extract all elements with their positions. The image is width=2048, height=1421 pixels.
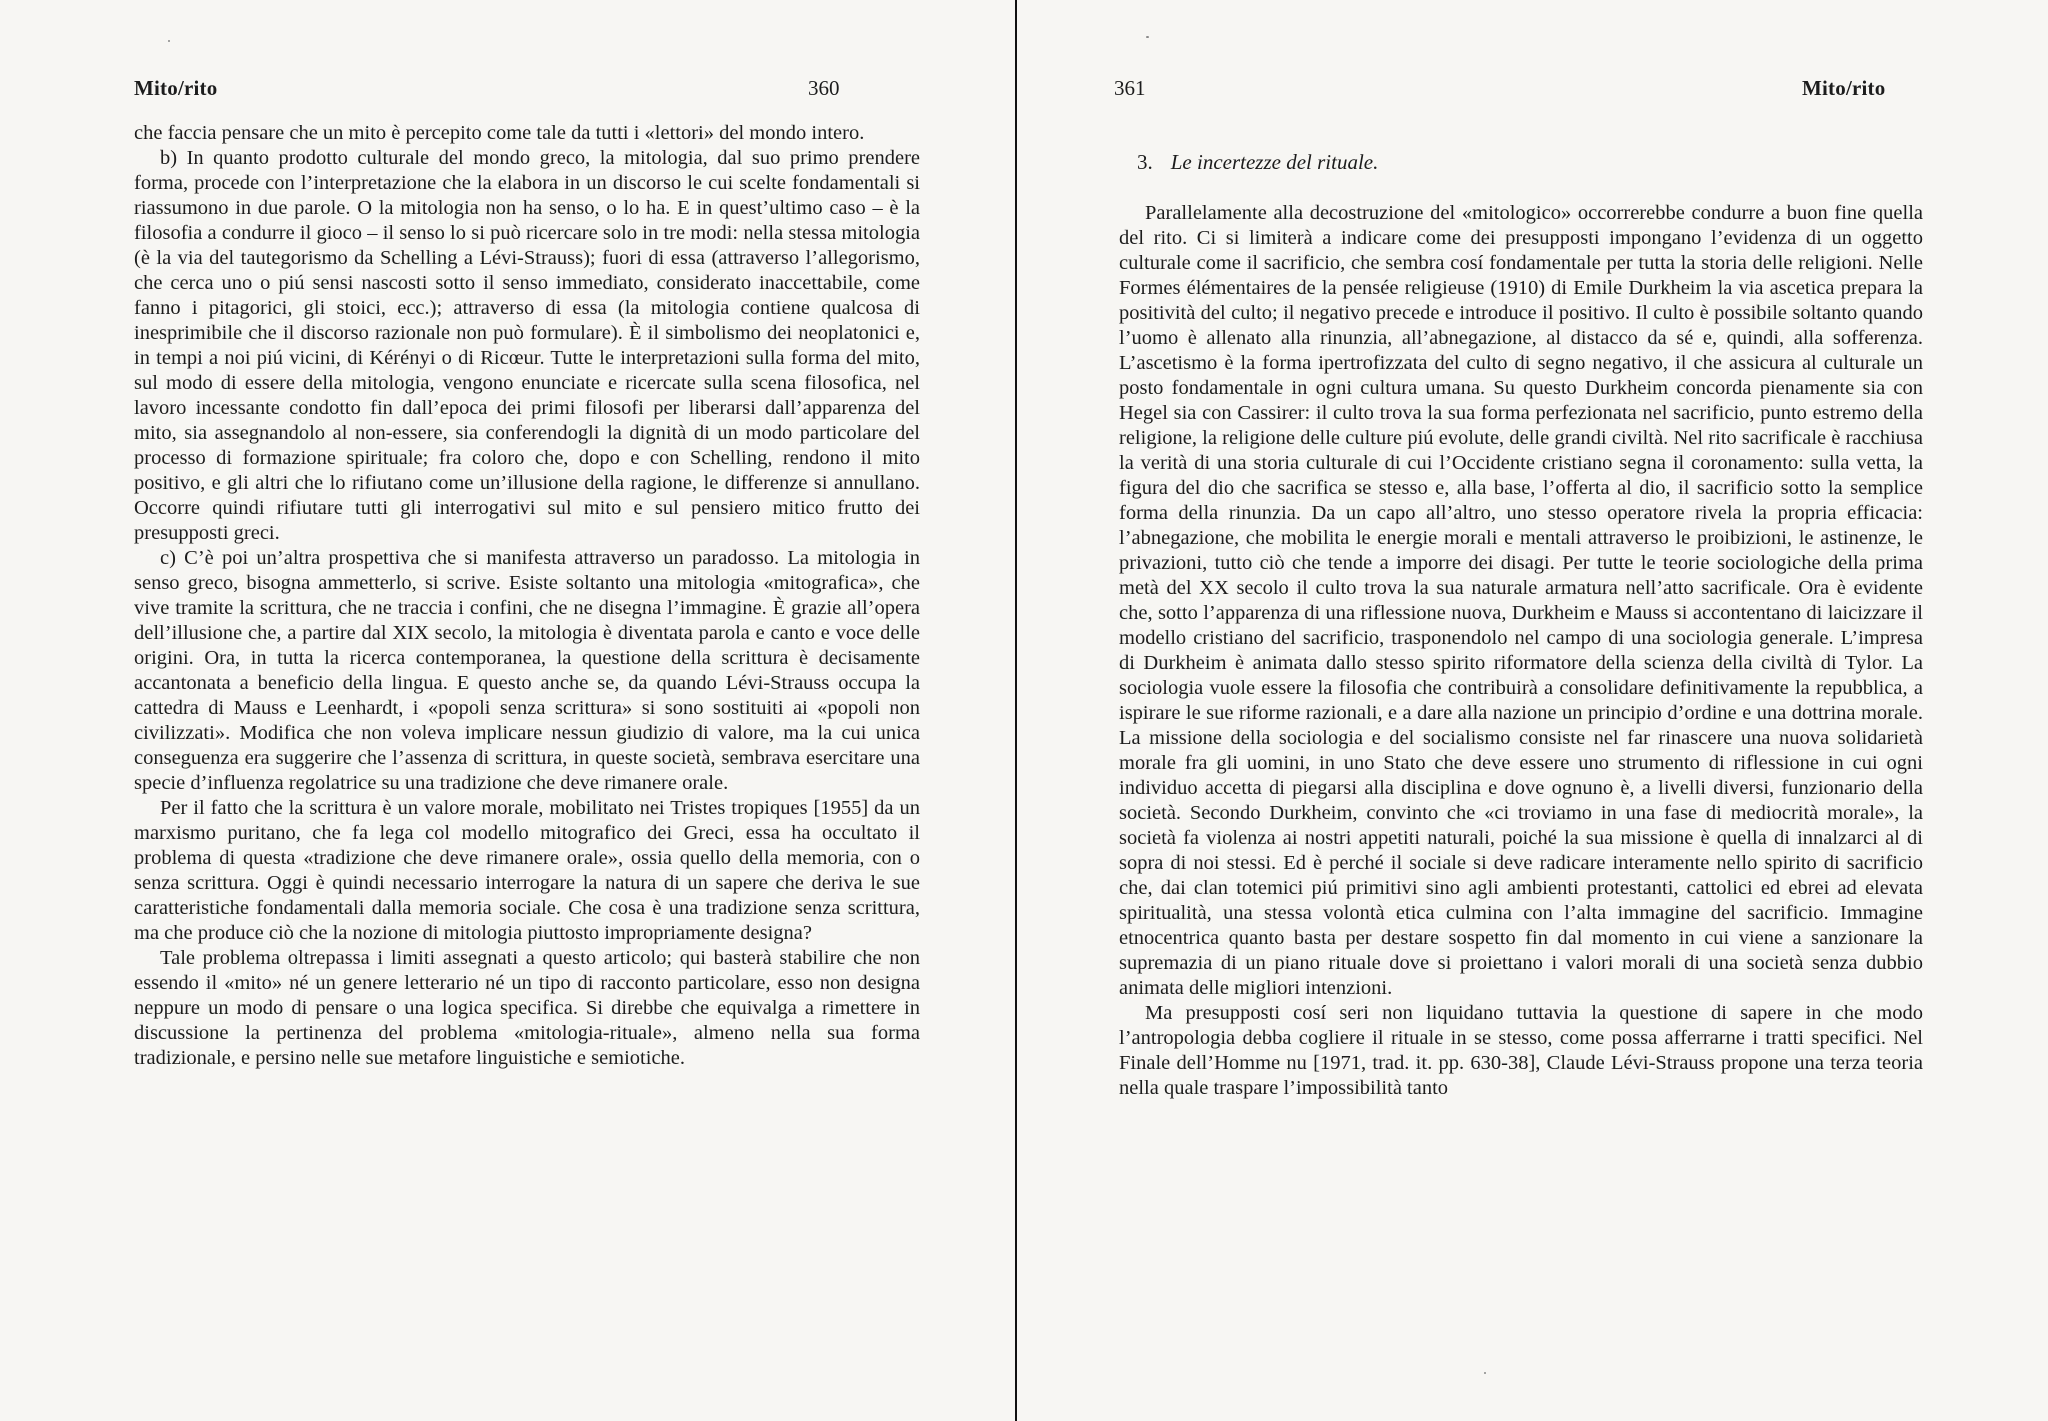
scan-speck bbox=[1484, 1372, 1486, 1374]
paragraph: che faccia pensare che un mito è percepito come tale da tutti i «lettori» del mondo intero. bbox=[134, 122, 865, 144]
book-gutter bbox=[1015, 0, 1018, 1421]
left-page bbox=[0, 0, 1015, 1421]
running-title: Mito/rito bbox=[1802, 76, 1886, 100]
body-text bbox=[134, 121, 920, 1071]
section-number: 3. bbox=[1137, 150, 1153, 174]
page-number: 361 bbox=[1114, 76, 1146, 100]
running-title: Mito/rito bbox=[134, 76, 218, 100]
paragraph: Parallelamente alla decostruzione del «mitologico» occorrerebbe condurre a buon fine quella del rito. Ci si limiterà a indicare come dei presupposti impongano l’evidenza di un oggetto culturale come il sacrificio, che sembra cosí fondamentale per tutta la storia delle religioni. Nelle Formes élémentaires de la pensée religieuse (1910) di Emile Durkheim la via ascetica prepara la positività del culto; il negativo precede e introduce il positivo. Il culto è possibile soltanto quando l’uomo è allenato alla rinunzia, all’abnegazione, al distacco da sé e, quindi, alla sofferenza. L’ascetismo è la forma ipertrofizzata del culto di segno negativo, il che assicura al culturale un posto fondamentale in ogni cultura umana. Su questo Durkheim concorda pienamente sia con Hegel sia con Cassirer: il culto trova la sua forma perfezionata nel sacrificio, punto estremo della religione, la religione delle culture piú evolute, delle grandi civiltà. Nel rito sacrificale è racchiusa la verità di una storia culturale di cui l’Occidente cristiano segna il coronamento: sulla vetta, la figura del dio che sacrifica se stesso e, alla base, l’offerta al dio, il sacrificio sotto la semplice forma della rinunzia. Da un capo all’altro, uno stesso operatore rivela la propria efficacia: l’abnegazione, che mobilita le energie morali e mentali attraverso le proibizioni, le astinenze, le privazioni, tutto ciò che tende a imporre dei disagi. Per tutte le teorie sociologiche della prima metà del XX secolo il culto trova la sua naturale armatura nell’atto sacrificale. Ora è evidente che, sotto l’apparenza di una riflessione nuova, Durkheim e Mauss si accontentano di laicizzare il modello cristiano del sacrificio, trasponendolo nel campo di una sociologia generale. L’impresa di Durkheim è animata dallo stesso spirito riformatore della scienza della civiltà di Tylor. La sociologia vuole essere la filosofia che contribuirà a consolidare definitivamente la repubblica, a ispirare le sue riforme razionali, e a dare alla nazione un principio d’ordine e una dottrina morale. La missione della sociologia e del socialismo consiste nel far rinascere una nuova solidarietà morale fra gli uomini, in uno Stato che deve essere uno strumento di riflessione in cui ogni individuo accetta di piegarsi alla disciplina e dove ognuno è, a livelli diversi, funzionario della società. Secondo Durkheim, convinto che «ci troviamo in una fase di mediocrità morale», la società fa violenza ai nostri appetiti naturali, poiché la sua missione è quella di innalzarci al di sopra di noi stessi. Ed è perché il sociale si deve radicare interamente nello spirito di sacrificio che, dai clan totemici piú primitivi sino agli ambienti protestanti, cattolici ed ebrei ad elevata spiritualità, una stessa volontà etica culmina con l’alta immagine del sacrificio. Immagine etnocentrica quanto basta per destare sospetto fin dal momento in cui viene a sanzionare la supremazia di un piano rituale dove si proiettano i valori morali di una società senza dubbio animata delle migliori intenzioni. bbox=[1119, 202, 1923, 999]
right-page bbox=[1019, 0, 2048, 1421]
paragraph: c) C’è poi un’altra prospettiva che si manifesta attraverso un paradosso. La mitologia in senso greco, bisogna ammetterlo, si scrive. Esiste soltanto una mitologia «mitografica», che vive tramite la scrittura, che ne traccia i confini, che ne disegna l’immagine. È grazie all’opera dell’illusione che, a partire dal XIX secolo, la mitologia è diventata parola e canto e voce delle origini. Ora, in tutta la ricerca contemporanea, la questione della scrittura è decisamente accantonata a beneficio della lingua. E questo anche se, da quando Lévi-Strauss occupa la cattedra di Mauss e Leenhardt, i «popoli senza scrittura» si sono sostituiti ai «popoli non civilizzati». Modifica che non voleva implicare nessun giudizio di valore, ma la cui unica conseguenza era suggerire che l’assenza di scrittura, in queste società, sembrava esercitare una specie d’influenza regolatrice su una tradizione che deve rimanere orale. bbox=[134, 547, 920, 794]
section-heading bbox=[1137, 150, 1378, 175]
body-text bbox=[1119, 201, 1923, 1101]
paragraph: b) In quanto prodotto culturale del mondo greco, la mitologia, dal suo primo prendere forma, procede con l’interpretazione che la elabora in un discorso le cui scelte fondamentali si riassumono in due parole. O la mitologia non ha senso, o lo ha. E in quest’ultimo caso – è la filosofia a condurre il gioco – il senso lo si può ricercare solo in tre modi: nella stessa mitologia (è la via del tautegorismo da Schelling a Lévi-Strauss); fuori di essa (attraverso l’allegorismo, che cerca uno o piú sensi nascosti sotto il senso immediato, considerato inaccettabile, come fanno i pitagorici, gli stoici, ecc.); attraverso di essa (la mitologia contiene qualcosa di inesprimibile che il discorso razionale non può formulare). È il simbolismo dei neoplatonici e, in tempi a noi piú vicini, di Kérényi o di Ricœur. Tutte le interpretazioni sulla forma del mito, sul modo di essere della mitologia, vengono enunciate e ricercate sulla scena filosofica, nel lavoro incessante condotto fin dall’epoca dei primi filosofi per liberarsi dall’apparenza del mito, sia assegnandolo al non-essere, sia conferendogli la dignità di un modo particolare del processo di formazione spirituale; fra coloro che, dopo e con Schelling, rendono il mito positivo, e gli altri che lo rifiutano come un’illusione della ragione, le differenze si annullano. Occorre quindi rifiutare tutti gli interrogativi sul mito e sul pensiero mitico frutto dei presupposti greci. bbox=[134, 147, 920, 544]
scan-speck bbox=[168, 40, 170, 42]
page-number: 360 bbox=[808, 76, 840, 100]
paragraph: Ma presupposti cosí seri non liquidano tuttavia la questione di sapere in che modo l’antropologia debba cogliere il rituale in se stesso, come possa afferrarne i tratti specifici. Nel Finale dell’Homme nu [1971, trad. it. pp. 630-38], Claude Lévi-Strauss propone una terza teoria nella quale traspare l’impossibilità tanto bbox=[1119, 1002, 1923, 1099]
scan-speck bbox=[1146, 36, 1149, 38]
paragraph: Tale problema oltrepassa i limiti assegnati a questo articolo; qui basterà stabilire che non essendo il «mito» né un genere letterario né un tipo di racconto particolare, esso non designa neppure un modo di pensare o una logica specifica. Si direbbe che equivalga a rimettere in discussione la pertinenza del problema «mitologia-rituale», almeno nella sua forma tradizionale, e persino nelle sue metafore linguistiche e semiotiche. bbox=[134, 947, 920, 1069]
paragraph: Per il fatto che la scrittura è un valore morale, mobilitato nei Tristes tropiques [1955] da un marxismo puritano, che fa lega col modello mitografico dei Greci, essa ha occultato il problema di questa «tradizione che deve rimanere orale», ossia quello della memoria, con o senza scrittura. Oggi è quindi necessario interrogare la natura di un sapere che deriva le sue caratteristiche fondamentali dalla memoria sociale. Che cosa è una tradizione senza scrittura, ma che produce ciò che la nozione di mitologia piuttosto impropriamente designa? bbox=[134, 797, 920, 944]
section-title: Le incertezze del rituale. bbox=[1170, 150, 1379, 174]
